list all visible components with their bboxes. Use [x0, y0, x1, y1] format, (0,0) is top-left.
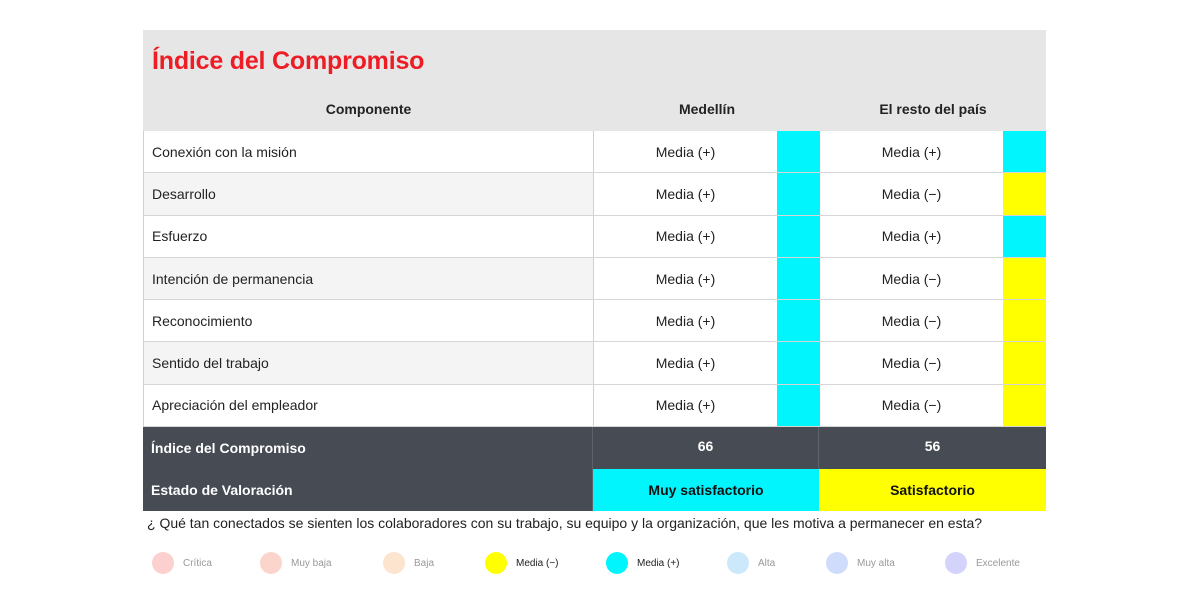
page-title: Índice del Compromiso [152, 47, 425, 75]
table-row [144, 131, 1046, 173]
rest-value: Media (+) [820, 216, 1003, 257]
rest-level-swatch [1003, 173, 1046, 214]
medellin-value: Media (+) [594, 342, 777, 383]
legend-color-dot [485, 552, 507, 574]
table-row [144, 342, 1046, 384]
rest-level-swatch [1003, 258, 1046, 299]
medellin-level-swatch [777, 216, 820, 257]
rest-value: Media (+) [820, 131, 1003, 172]
legend-label: Muy baja [291, 557, 332, 569]
legend-item [260, 552, 332, 574]
table-row [144, 173, 1046, 215]
component-name: Conexión con la misión [144, 131, 594, 172]
state-row [143, 469, 1046, 511]
legend-item [383, 552, 434, 574]
table-row [144, 385, 1046, 427]
table-row [144, 300, 1046, 342]
legend-color-dot [260, 552, 282, 574]
legend-color-dot [945, 552, 967, 574]
legend-label: Alta [758, 557, 776, 569]
medellin-value: Media (+) [594, 385, 777, 426]
engagement-index-card [143, 30, 1046, 511]
legend-color-dot [826, 552, 848, 574]
rest-value: Media (−) [820, 385, 1003, 426]
component-name: Sentido del trabajo [144, 342, 594, 383]
rest-level-swatch [1003, 216, 1046, 257]
medellin-level-swatch [777, 258, 820, 299]
rest-value: Media (−) [820, 258, 1003, 299]
medellin-value: Media (+) [594, 300, 777, 341]
legend-label: Media (+) [637, 557, 680, 569]
legend-label: Crítica [183, 557, 212, 569]
medellin-level-swatch [777, 300, 820, 341]
legend-item [606, 552, 680, 574]
component-name: Desarrollo [144, 173, 594, 214]
legend-color-dot [383, 552, 405, 574]
column-header-medellin: Medellín [678, 101, 735, 117]
legend-color-dot [152, 552, 174, 574]
state-row-label: Estado de Valoración [143, 469, 593, 511]
medellin-level-swatch [777, 131, 820, 172]
medellin-value: Media (+) [594, 258, 777, 299]
legend-label: Muy alta [857, 557, 895, 569]
index-value-medellin: 66 [593, 427, 819, 469]
legend-item [826, 552, 895, 574]
index-value-rest: 56 [924, 438, 941, 455]
legend-label: Media (−) [516, 557, 559, 569]
medellin-level-swatch [777, 385, 820, 426]
legend [0, 552, 1200, 576]
legend-label: Excelente [976, 557, 1020, 569]
rest-value: Media (−) [820, 300, 1003, 341]
medellin-level-swatch [777, 342, 820, 383]
component-name: Intención de permanencia [144, 258, 594, 299]
medellin-value: Media (+) [594, 131, 777, 172]
index-row-label: Índice del Compromiso [143, 427, 593, 469]
rest-level-swatch [1003, 300, 1046, 341]
legend-color-dot [727, 552, 749, 574]
question-text: ¿ Qué tan conectados se sienten los colaboradores con su trabajo, su equipo y la organización, que les motiva a permanecer en esta? [147, 515, 983, 531]
table-row [144, 258, 1046, 300]
rest-level-swatch [1003, 131, 1046, 172]
rest-value: Media (−) [820, 342, 1003, 383]
column-header-rest: El resto del país [879, 101, 987, 117]
components-table [143, 131, 1046, 427]
medellin-value: Media (+) [594, 216, 777, 257]
rest-level-swatch [1003, 385, 1046, 426]
table-header [143, 30, 1046, 131]
medellin-value: Media (+) [594, 173, 777, 214]
legend-color-dot [606, 552, 628, 574]
legend-label: Baja [414, 557, 435, 569]
component-name: Esfuerzo [144, 216, 594, 257]
legend-item [152, 552, 212, 574]
legend-item [485, 552, 559, 574]
table-row [144, 216, 1046, 258]
legend-item [945, 552, 1020, 574]
component-name: Reconocimiento [144, 300, 594, 341]
state-value-rest: Satisfactorio [819, 469, 1046, 511]
state-value-medellin: Muy satisfactorio [593, 469, 819, 511]
column-header-component: Componente [325, 101, 412, 117]
legend-item [727, 552, 775, 574]
component-name: Apreciación del empleador [144, 385, 594, 426]
medellin-level-swatch [777, 173, 820, 214]
rest-level-swatch [1003, 342, 1046, 383]
index-row [143, 427, 1046, 469]
rest-value: Media (−) [820, 173, 1003, 214]
